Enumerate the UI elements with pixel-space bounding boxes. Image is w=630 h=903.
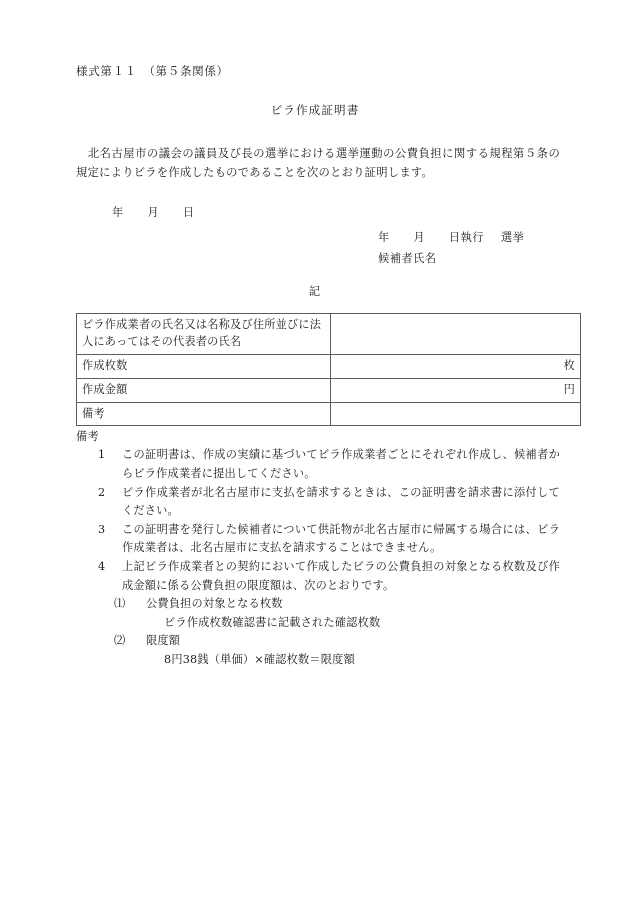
- table-row: [77, 402, 581, 426]
- subnote-item-1: [76, 595, 560, 614]
- issue-date-month: 月: [147, 206, 160, 220]
- table-value-vendor[interactable]: [331, 313, 581, 354]
- subnote-body-2: 8円38銭（単価）×確認枚数＝限度額: [164, 652, 355, 666]
- note-text-3: この証明書を発行した候補者について供託物が北名古屋市に帰属する場合には、ビラ作成業者は、北名古屋市に支払を請求することはできません。: [122, 522, 560, 555]
- subnote-title-2: 限度額: [146, 634, 181, 648]
- election-date-line: [378, 229, 560, 247]
- certificate-table: [76, 313, 581, 426]
- note-item-2: [76, 484, 560, 521]
- signature-block: [76, 229, 560, 269]
- subnote-body-1: ビラ作成枚数確認書に記載された確認枚数: [164, 615, 381, 629]
- note-item-4: [76, 558, 560, 595]
- note-item-3: [76, 521, 560, 558]
- note-text-4: 上記ビラ作成業者との契約において作成したビラの公費負担の対象となる枚数及び作成金額に係る公費負担の限度額は、次のとおりです。: [122, 559, 560, 592]
- issue-date-year: 年: [112, 206, 124, 220]
- election-month: 月: [413, 230, 426, 244]
- issue-date-day: 日: [182, 206, 195, 220]
- table-label-remarks: 備考: [77, 402, 331, 426]
- note-item-1: [76, 446, 560, 483]
- election-year: 年: [378, 230, 390, 244]
- subnote-number-2: ⑵: [114, 634, 126, 648]
- note-number-3: 3: [98, 522, 106, 536]
- note-number-2: 2: [98, 485, 106, 499]
- candidate-name-label: 候補者氏名: [378, 252, 437, 265]
- table-value-sheet-count[interactable]: 枚: [331, 355, 581, 379]
- note-text-1: この証明書は、作成の実績に基づいてビラ作成業者ごとにそれぞれ作成し、候補者からビラ作成業者に提出してください。: [122, 448, 560, 480]
- subnote-number-1: ⑴: [114, 597, 126, 611]
- notes-heading: 備考: [76, 430, 99, 444]
- election-label: 選挙: [500, 230, 525, 244]
- table-row: [77, 355, 581, 379]
- table-row: [77, 378, 581, 402]
- table-label-vendor: ビラ作成業者の氏名又は名称及び住所並びに法人にあってはその代表者の氏名: [77, 313, 331, 354]
- election-day-execution: 日執行: [448, 230, 484, 244]
- ki-marker: 記: [308, 284, 322, 299]
- table-value-amount[interactable]: 円: [331, 378, 581, 402]
- document-title: ビラ作成証明書: [270, 102, 360, 117]
- lead-paragraph: 北名古屋市の議会の議員及び長の選挙における選挙運動の公費負担に関する規程第５条の規定によりビラを作成したものであることを次のとおり証明します。: [76, 146, 560, 179]
- issue-date-line: [76, 204, 560, 222]
- table-row: [77, 313, 581, 354]
- note-text-2: ビラ作成業者が北名古屋市に支払を請求するときは、この証明書を請求書に添付してください。: [122, 485, 560, 518]
- note-number-4: 4: [98, 559, 106, 573]
- table-label-amount: 作成金額: [77, 378, 331, 402]
- table-label-sheet-count: 作成枚数: [77, 355, 331, 379]
- table-value-remarks[interactable]: [331, 402, 581, 426]
- note-number-1: 1: [98, 448, 106, 462]
- subnote-title-1: 公費負担の対象となる枚数: [146, 597, 283, 611]
- form-number: 様式第１１ （第５条関係）: [76, 64, 229, 78]
- subnote-item-2: [76, 632, 560, 651]
